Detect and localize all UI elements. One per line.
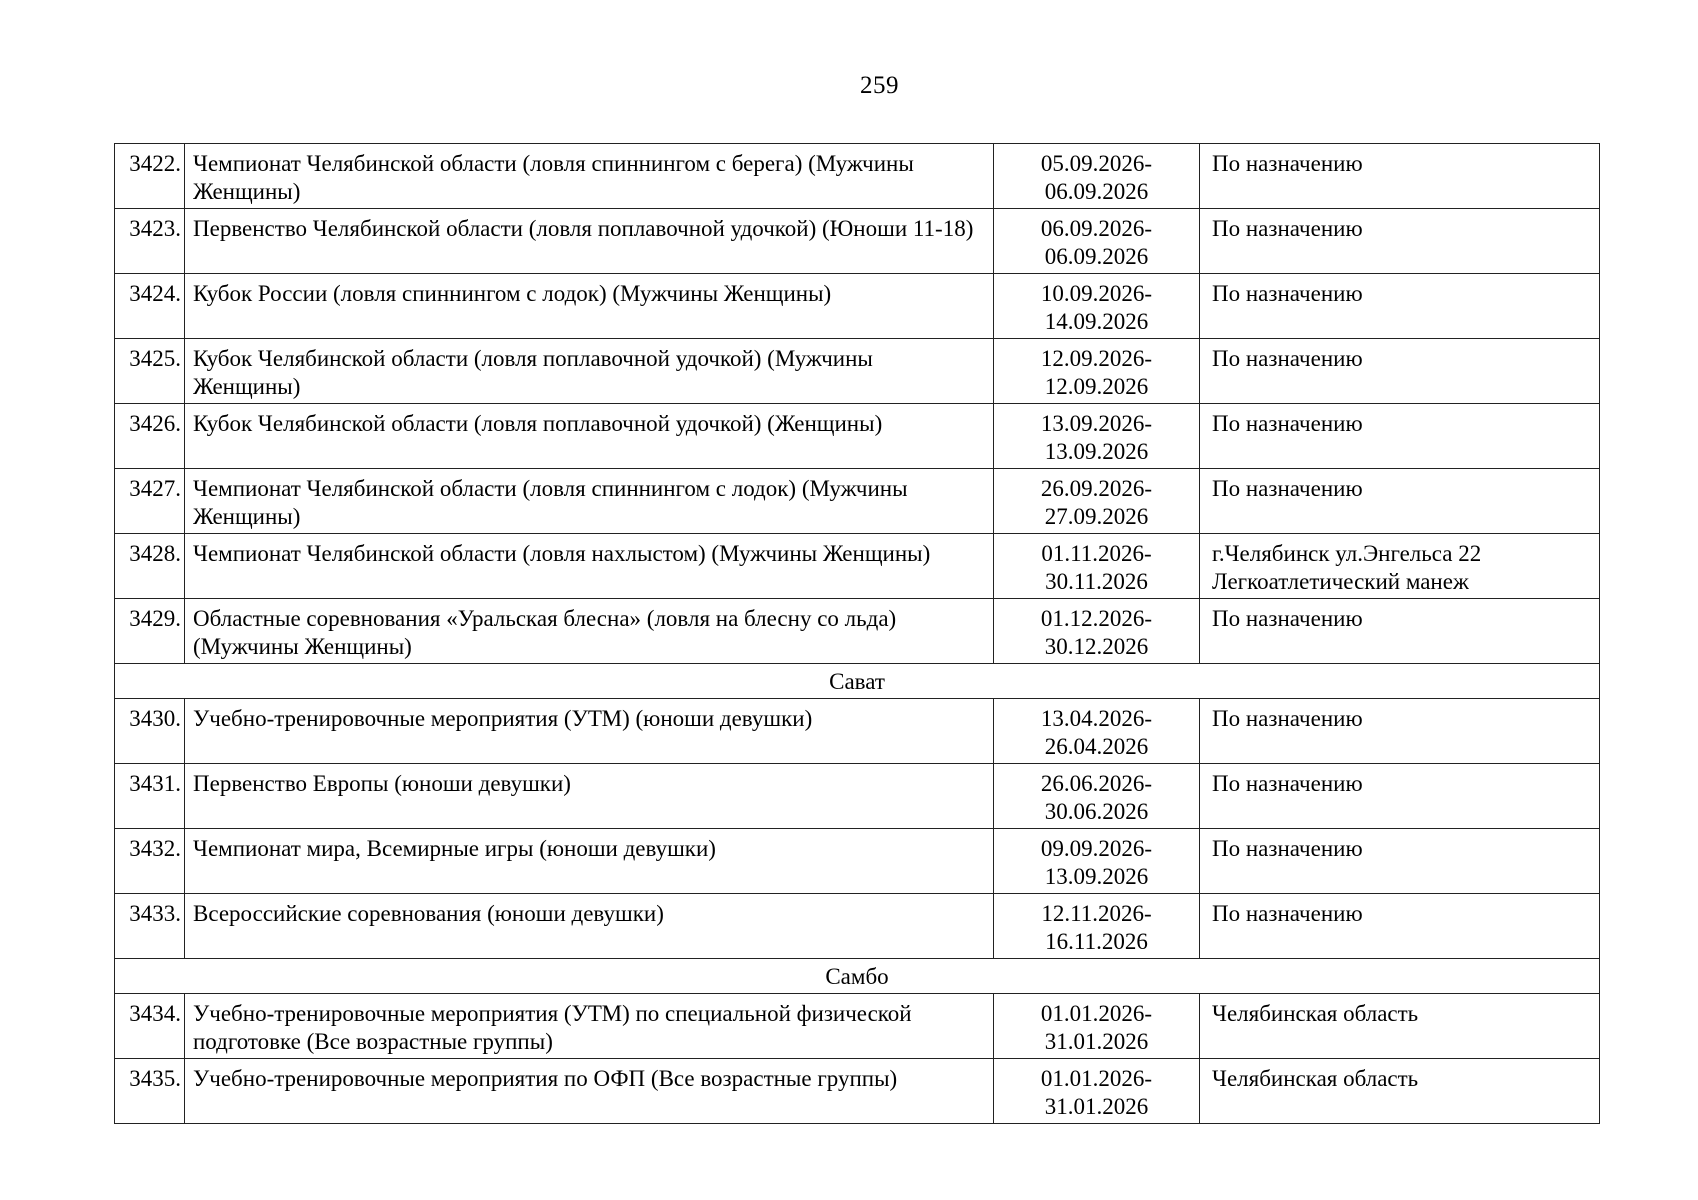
- event-dates: [994, 599, 1200, 664]
- table-row: [115, 764, 1600, 829]
- section-header-row: [115, 664, 1600, 699]
- event-number: 3424.: [115, 274, 185, 339]
- event-name: Учебно-тренировочные мероприятия по ОФП (Все возрастные группы): [185, 1059, 994, 1124]
- event-date-start: 10.09.2026-: [1040, 281, 1153, 306]
- event-date-start: 01.01.2026-: [1040, 1001, 1153, 1026]
- event-place: Челябинская область: [1200, 1059, 1600, 1124]
- event-number: 3431.: [115, 764, 185, 829]
- event-place: По назначению: [1200, 339, 1600, 404]
- event-date-end: 30.11.2026: [1045, 569, 1148, 594]
- event-place: По назначению: [1200, 404, 1600, 469]
- event-number: 3422.: [115, 144, 185, 209]
- event-dates: [994, 274, 1200, 339]
- event-place: По назначению: [1200, 894, 1600, 959]
- table-row: [115, 144, 1600, 209]
- event-date-end: 13.09.2026: [1044, 439, 1149, 464]
- event-date-start: 26.09.2026-: [1040, 476, 1153, 501]
- event-date-start: 12.09.2026-: [1040, 346, 1153, 371]
- event-number: 3427.: [115, 469, 185, 534]
- event-date-end: 27.09.2026: [1044, 504, 1149, 529]
- event-number: 3435.: [115, 1059, 185, 1124]
- event-dates: [994, 764, 1200, 829]
- event-date-end: 13.09.2026: [1044, 864, 1149, 889]
- event-date-end: 26.04.2026: [1044, 734, 1149, 759]
- event-number: 3429.: [115, 599, 185, 664]
- table-row: [115, 894, 1600, 959]
- event-date-end: 16.11.2026: [1045, 929, 1148, 954]
- event-date-end: 12.09.2026: [1044, 374, 1149, 399]
- event-place: По назначению: [1200, 764, 1600, 829]
- event-name: Кубок Челябинской области (ловля поплавочной удочкой) (Женщины): [185, 404, 994, 469]
- table-row: [115, 599, 1600, 664]
- table-row: [115, 404, 1600, 469]
- event-number: 3434.: [115, 994, 185, 1059]
- event-name: Чемпионат Челябинской области (ловля нахлыстом) (Мужчины Женщины): [185, 534, 994, 599]
- event-dates: [994, 209, 1200, 274]
- event-number: 3423.: [115, 209, 185, 274]
- page-number: 259: [860, 72, 899, 99]
- event-place: По назначению: [1200, 209, 1600, 274]
- event-place: По назначению: [1200, 144, 1600, 209]
- event-date-start: 01.12.2026-: [1040, 606, 1153, 631]
- event-number: 3432.: [115, 829, 185, 894]
- event-date-end: 06.09.2026: [1044, 244, 1149, 269]
- section-header-row: [115, 959, 1600, 994]
- event-name: Первенство Европы (юноши девушки): [185, 764, 994, 829]
- event-dates: [994, 829, 1200, 894]
- event-date-start: 13.04.2026-: [1040, 706, 1153, 731]
- event-dates: [994, 469, 1200, 534]
- event-name: Учебно-тренировочные мероприятия (УТМ) (юноши девушки): [185, 699, 994, 764]
- event-date-start: 13.09.2026-: [1040, 411, 1153, 436]
- event-dates: [994, 699, 1200, 764]
- event-name: Кубок России (ловля спиннингом с лодок) (Мужчины Женщины): [185, 274, 994, 339]
- event-place: По назначению: [1200, 469, 1600, 534]
- events-table: [114, 143, 1600, 1124]
- event-name: Чемпионат мира, Всемирные игры (юноши девушки): [185, 829, 994, 894]
- event-place: г.Челябинск ул.Энгельса 22 Легкоатлетический манеж: [1200, 534, 1600, 599]
- table-row: [115, 534, 1600, 599]
- table-row: [115, 339, 1600, 404]
- event-date-start: 01.01.2026-: [1040, 1066, 1153, 1091]
- event-place: Челябинская область: [1200, 994, 1600, 1059]
- event-name: Областные соревнования «Уральская блесна» (ловля на блесну со льда) (Мужчины Женщины): [185, 599, 994, 664]
- event-number: 3426.: [115, 404, 185, 469]
- table-row: [115, 469, 1600, 534]
- event-dates: [994, 534, 1200, 599]
- table-row: [115, 209, 1600, 274]
- event-date-start: 09.09.2026-: [1040, 836, 1153, 861]
- table-row: [115, 699, 1600, 764]
- event-name: Кубок Челябинской области (ловля поплавочной удочкой) (Мужчины Женщины): [185, 339, 994, 404]
- event-date-start: 05.09.2026-: [1040, 151, 1153, 176]
- event-dates: [994, 144, 1200, 209]
- event-name: Первенство Челябинской области (ловля поплавочной удочкой) (Юноши 11-18): [185, 209, 994, 274]
- event-name: Чемпионат Челябинской области (ловля спиннингом с берега) (Мужчины Женщины): [185, 144, 994, 209]
- event-number: 3425.: [115, 339, 185, 404]
- section-title: Самбо: [115, 959, 1600, 994]
- event-dates: [994, 404, 1200, 469]
- event-dates: [994, 339, 1200, 404]
- event-date-start: 12.11.2026-: [1041, 901, 1152, 926]
- event-number: 3430.: [115, 699, 185, 764]
- event-date-start: 01.11.2026-: [1041, 541, 1152, 566]
- table-row: [115, 829, 1600, 894]
- event-date-end: 31.01.2026: [1044, 1029, 1149, 1054]
- table-row: [115, 1059, 1600, 1124]
- event-place: По назначению: [1200, 699, 1600, 764]
- event-name: Всероссийские соревнования (юноши девушки): [185, 894, 994, 959]
- event-place: По назначению: [1200, 829, 1600, 894]
- section-title: Сават: [115, 664, 1600, 699]
- event-date-end: 30.12.2026: [1044, 634, 1149, 659]
- event-dates: [994, 894, 1200, 959]
- event-number: 3428.: [115, 534, 185, 599]
- event-name: Учебно-тренировочные мероприятия (УТМ) по специальной физической подготовке (Все возрастные группы): [185, 994, 994, 1059]
- event-number: 3433.: [115, 894, 185, 959]
- event-date-end: 30.06.2026: [1044, 799, 1149, 824]
- event-dates: [994, 1059, 1200, 1124]
- event-date-end: 06.09.2026: [1044, 179, 1149, 204]
- table-row: [115, 994, 1600, 1059]
- event-name: Чемпионат Челябинской области (ловля спиннингом с лодок) (Мужчины Женщины): [185, 469, 994, 534]
- event-place: По назначению: [1200, 599, 1600, 664]
- event-date-end: 14.09.2026: [1044, 309, 1149, 334]
- event-place: По назначению: [1200, 274, 1600, 339]
- table-row: [115, 274, 1600, 339]
- event-dates: [994, 994, 1200, 1059]
- event-date-start: 06.09.2026-: [1040, 216, 1153, 241]
- event-date-end: 31.01.2026: [1044, 1094, 1149, 1119]
- events-table-body: [115, 144, 1600, 1124]
- event-date-start: 26.06.2026-: [1040, 771, 1153, 796]
